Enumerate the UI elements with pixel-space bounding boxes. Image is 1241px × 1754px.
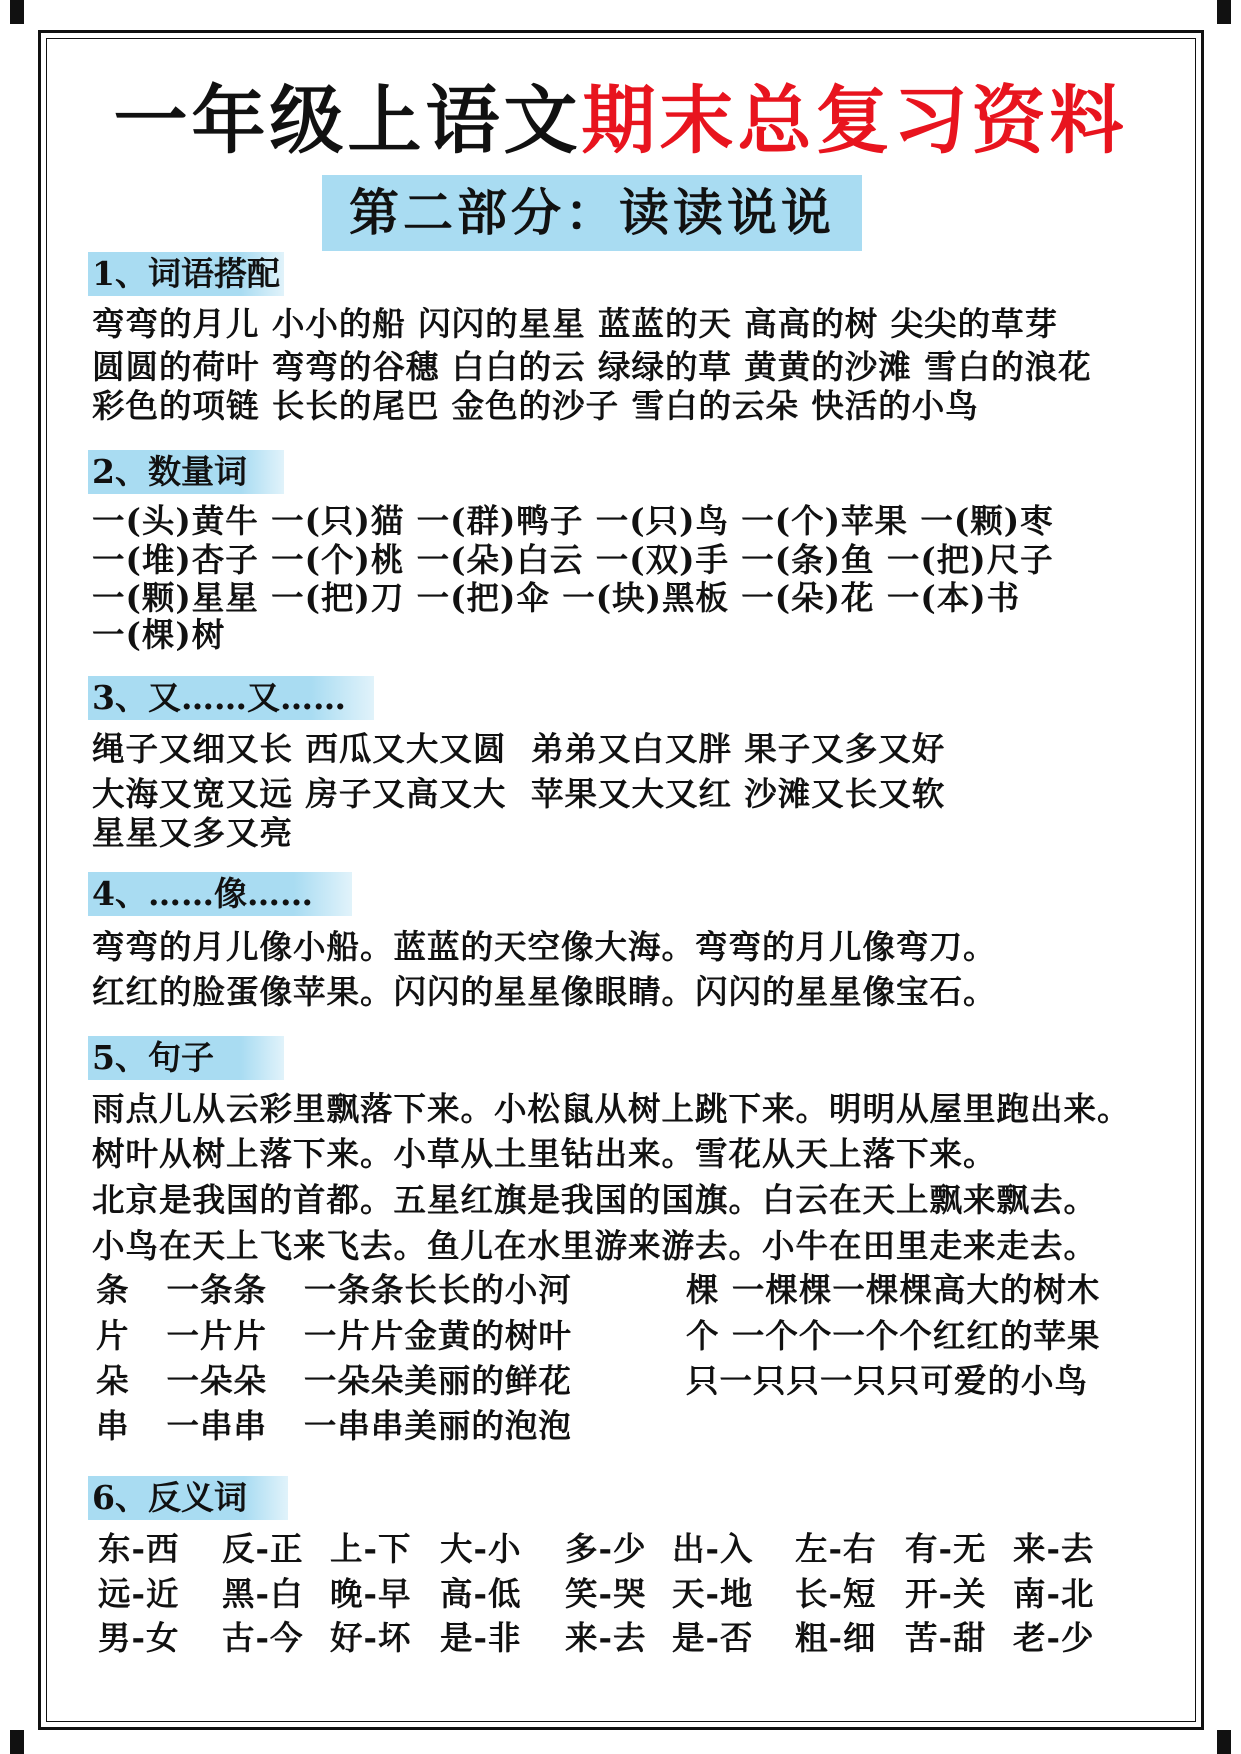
- s4-line: 红红的脸蛋像苹果。闪闪的星星像眼睛。闪闪的星星像宝石。: [92, 972, 997, 1011]
- antonym-pair: 上-下: [330, 1529, 412, 1568]
- measure-word-left: 片 一片片 一片片金黄的树叶: [96, 1316, 572, 1355]
- antonym-pair: 反-正: [222, 1529, 304, 1568]
- s5-line: 北京是我国的首都。五星红旗是我国的国旗。白云在天上飘来飘去。: [92, 1180, 1098, 1219]
- s2-line: 一(堆)杏子 一(个)桃 一(朵)白云 一(双)手 一(条)鱼 一(把)尺子: [92, 540, 1054, 579]
- section-6-heading: 6、反义词: [88, 1476, 288, 1520]
- antonym-pair: 老-少: [1013, 1618, 1095, 1657]
- antonym-pair: 粗-细: [795, 1618, 877, 1657]
- antonym-pair: 东-西: [98, 1529, 180, 1568]
- measure-word-left: 朵 一朵朵 一朵朵美丽的鲜花: [96, 1361, 572, 1400]
- section-2-heading: 2、数量词: [88, 450, 284, 494]
- s1-line: 彩色的项链 长长的尾巴 金色的沙子 雪白的云朵 快活的小鸟: [92, 386, 979, 425]
- antonym-pair: 来-去: [1013, 1529, 1095, 1568]
- s3-line: 星星又多又亮: [92, 813, 294, 852]
- antonym-pair: 开-关: [905, 1574, 987, 1613]
- measure-word-left: 条 一条条 一条条长长的小河: [96, 1270, 572, 1309]
- s3-line: 大海又宽又远 房子又高又大 苹果又大又红 沙滩又长又软: [92, 774, 946, 813]
- measure-word-left: 串 一串串 一串串美丽的泡泡: [96, 1406, 572, 1445]
- part-heading: 第二部分：读读说说: [322, 175, 862, 251]
- antonym-pair: 长-短: [795, 1574, 877, 1613]
- corner-mark-tl: [10, 0, 24, 24]
- antonym-pair: 好-坏: [330, 1618, 412, 1657]
- antonym-pair: 笑-哭: [565, 1574, 647, 1613]
- s2-line: 一(颗)星星 一(把)刀 一(把)伞 一(块)黑板 一(朵)花 一(本)书: [92, 578, 1021, 617]
- s5-line: 小鸟在天上飞来飞去。鱼儿在水里游来游去。小牛在田里走来走去。: [92, 1226, 1098, 1265]
- s3-line: 绳子又细又长 西瓜又大又圆 弟弟又白又胖 果子又多又好: [92, 729, 946, 768]
- antonym-pair: 出-入: [672, 1529, 754, 1568]
- antonym-pair: 是-非: [440, 1618, 522, 1657]
- antonym-pair: 是-否: [672, 1618, 754, 1657]
- antonym-pair: 苦-甜: [905, 1618, 987, 1657]
- antonym-pair: 高-低: [440, 1574, 522, 1613]
- s5-line: 树叶从树上落下来。小草从土里钻出来。雪花从天上落下来。: [92, 1134, 997, 1173]
- measure-word-right: 个 一个个一个个红红的苹果: [686, 1316, 1101, 1355]
- antonym-pair: 晚-早: [330, 1574, 412, 1613]
- antonym-pair: 古-今: [222, 1618, 304, 1657]
- antonym-pair: 远-近: [98, 1574, 180, 1613]
- antonym-pair: 有-无: [905, 1529, 987, 1568]
- measure-word-right: 只一只只一只只可爱的小鸟: [686, 1361, 1089, 1400]
- antonym-pair: 多-少: [565, 1529, 647, 1568]
- antonym-pair: 左-右: [795, 1529, 877, 1568]
- corner-mark-tr: [1217, 0, 1231, 24]
- s2-line: 一(头)黄牛 一(只)猫 一(群)鸭子 一(只)鸟 一(个)苹果 一(颗)枣: [92, 501, 1054, 540]
- corner-mark-bl: [10, 1730, 24, 1754]
- measure-word-right: 棵 一棵棵一棵棵高大的树木: [686, 1270, 1101, 1309]
- s2-line: 一(棵)树: [92, 615, 226, 654]
- title-red: 期末总复习资料: [581, 78, 1128, 164]
- s5-line: 雨点儿从云彩里飘落下来。小松鼠从树上跳下来。明明从屋里跑出来。: [92, 1089, 1131, 1128]
- section-1-heading: 1、词语搭配: [88, 252, 284, 296]
- corner-mark-br: [1217, 1730, 1231, 1754]
- section-4-heading: 4、……像……: [88, 872, 352, 916]
- s1-line: 弯弯的月儿 小小的船 闪闪的星星 蓝蓝的天 高高的树 尖尖的草芽: [92, 304, 1059, 343]
- antonym-pair: 黑-白: [222, 1574, 304, 1613]
- s1-line: 圆圆的荷叶 弯弯的谷穗 白白的云 绿绿的草 黄黄的沙滩 雪白的浪花: [92, 347, 1092, 386]
- section-3-heading: 3、又……又……: [88, 676, 374, 720]
- antonym-pair: 来-去: [565, 1618, 647, 1657]
- antonym-pair: 男-女: [98, 1618, 180, 1657]
- antonym-pair: 天-地: [672, 1574, 754, 1613]
- s4-line: 弯弯的月儿像小船。蓝蓝的天空像大海。弯弯的月儿像弯刀。: [92, 927, 997, 966]
- title-black: 一年级上语文: [113, 78, 582, 164]
- antonym-pair: 大-小: [440, 1529, 522, 1568]
- section-5-heading: 5、句子: [88, 1036, 284, 1080]
- antonym-pair: 南-北: [1013, 1574, 1095, 1613]
- page-title: [0, 62, 1241, 168]
